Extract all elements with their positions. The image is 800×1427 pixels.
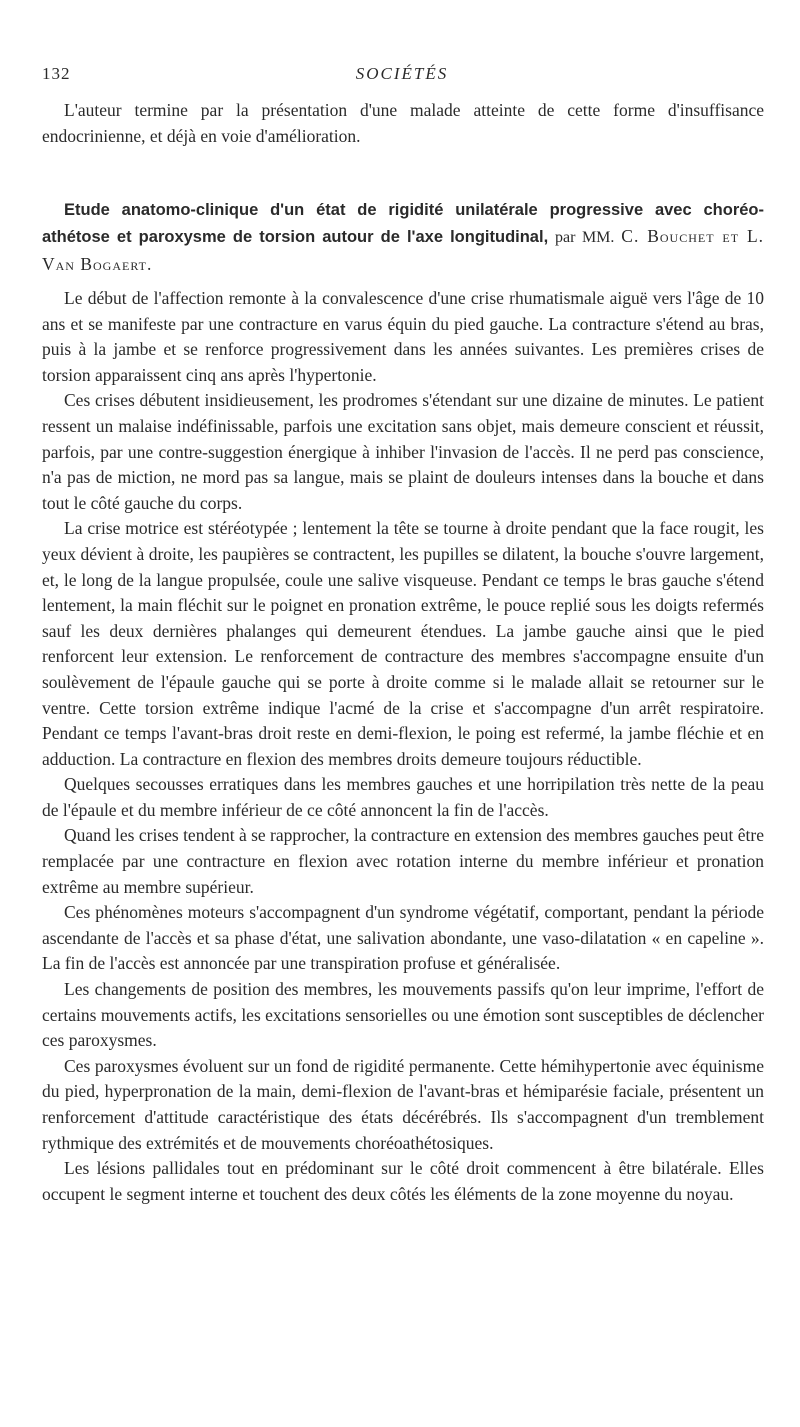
intro-block — [42, 98, 764, 149]
paragraph-vegetative: Ces phénomènes moteurs s'accompagnent d'un syndrome végétatif, comportant, pendant la période ascendante de l'accès et sa phase d'état, une salivation abondante, une vaso-dilatation « en capeline ». La fin de l'accès est annoncée par une transpiration profuse et généralisée. — [42, 902, 764, 974]
article-title: Etude anatomo-clinique d'un état de rigidité unilatérale progressive avec choréo-athétose et paroxysme de torsion autour de l'axe longitudinal, — [42, 201, 764, 246]
paragraph-lesions: Les lésions pallidales tout en prédominant sur le côté droit commencent à être bilatérale. Elles occupent le segment interne et touchent des deux côtés les éléments de la zone moyenne du noyau. — [42, 1158, 764, 1204]
article-body — [42, 286, 764, 1207]
paragraph-rigidity: Ces paroxysmes évoluent sur un fond de rigidité permanente. Cette hémihypertonie avec équinisme du pied, hyperpronation de la main, demi-flexion de l'avant-bras et hémiparésie faciale, présentent un renforcement d'attitude caractéristique des états décérébrés. Ils s'accompagnent d'un tremblement rythmique des extrémités et de mouvements choréoathétosiques. — [42, 1055, 764, 1153]
paragraph-onset: Le début de l'affection remonte à la convalescence d'une crise rhumatismale aiguë vers l'âge de 10 ans et se manifeste par une contracture en varus équin du pied gauche. La contracture s'étend au bras, puis à la jambe et se renforce progressivement dans les années suivantes. Les premières crises de torsion apparaissent cinq ans après l'hypertonie. — [42, 288, 764, 385]
journal-title: SOCIÉTÉS — [355, 64, 449, 83]
paragraph-prodromes: Ces crises débutent insidieusement, les prodromes s'étendant sur une dizaine de minutes. Le patient ressent un malaise indéfinissable, parfois une excitation sans objet, mais demeure conscient et réussit, parfois, par une contre-suggestion énergique à inhiber l'invasion de l'accès. Il ne perd pas conscience, n'a pas de miction, ne mord pas sa langue, mais se plaint de douleurs intenses dans la bouche et dans tout le côté gauche du corps. — [42, 390, 764, 513]
paragraph-motor-crisis: La crise motrice est stéréotypée ; lentement la tête se tourne à droite pendant que la face rougit, les yeux dévient à droite, les paupières se contractent, les pupilles se dilatent, la bouche s'ouvre largement, et, le long de la langue propulsée, coule une salive visqueuse. Pendant ce temps le bras gauche s'étend lentement, la main fléchit sur le poignet en pronation extrême, le pouce replié sous les doigts refermés sauf les deux dernières phalanges qui demeurent étendues. La jambe gauche ainsi que le pied renforcent leur extension. Le renforcement de contracture des membres s'accompagne ensuite d'un soulèvement de l'épaule gauche qui se porte à droite comme si le malade allait se retourner sur le ventre. Cette torsion extrême indique l'acmé de la crise et s'accompagne d'un arrêt respiratoire. Pendant ce temps l'avant-bras droit reste en demi-flexion, le poing est refermé, la jambe fléchie et en adduction. La contracture en flexion des membres droits demeure toujours réductible. — [42, 518, 764, 769]
article-heading — [42, 196, 764, 277]
running-head — [42, 64, 762, 86]
paragraph-flexion: Quand les crises tendent à se rapprocher, la contracture en extension des membres gauches peut être remplacée par une contracture en flexion avec rotation interne du membre inférieur et pronation extrême au membre supérieur. — [42, 825, 764, 897]
paragraph-end-of-attack: Quelques secousses erratiques dans les membres gauches et une horripilation très nette de la peau de l'épaule et du membre inférieur de ce côté annoncent la fin de l'accès. — [42, 774, 764, 820]
article-authors: C. Bouchet et L. Van Bogaert. — [42, 226, 765, 274]
authors-prefix: par MM. — [555, 229, 615, 246]
paragraph-triggers: Les changements de position des membres, les mouvements passifs qu'on leur imprime, l'effort de certains mouvements actifs, les excitations sensorielles ou une émotion sont susceptibles de déclencher ces paroxysmes. — [42, 979, 764, 1051]
intro-paragraph: L'auteur termine par la présentation d'une malade atteinte de cette forme d'insuffisance endocrinienne, et déjà en voie d'amélioration. — [42, 100, 764, 146]
page-number: 132 — [42, 64, 71, 83]
